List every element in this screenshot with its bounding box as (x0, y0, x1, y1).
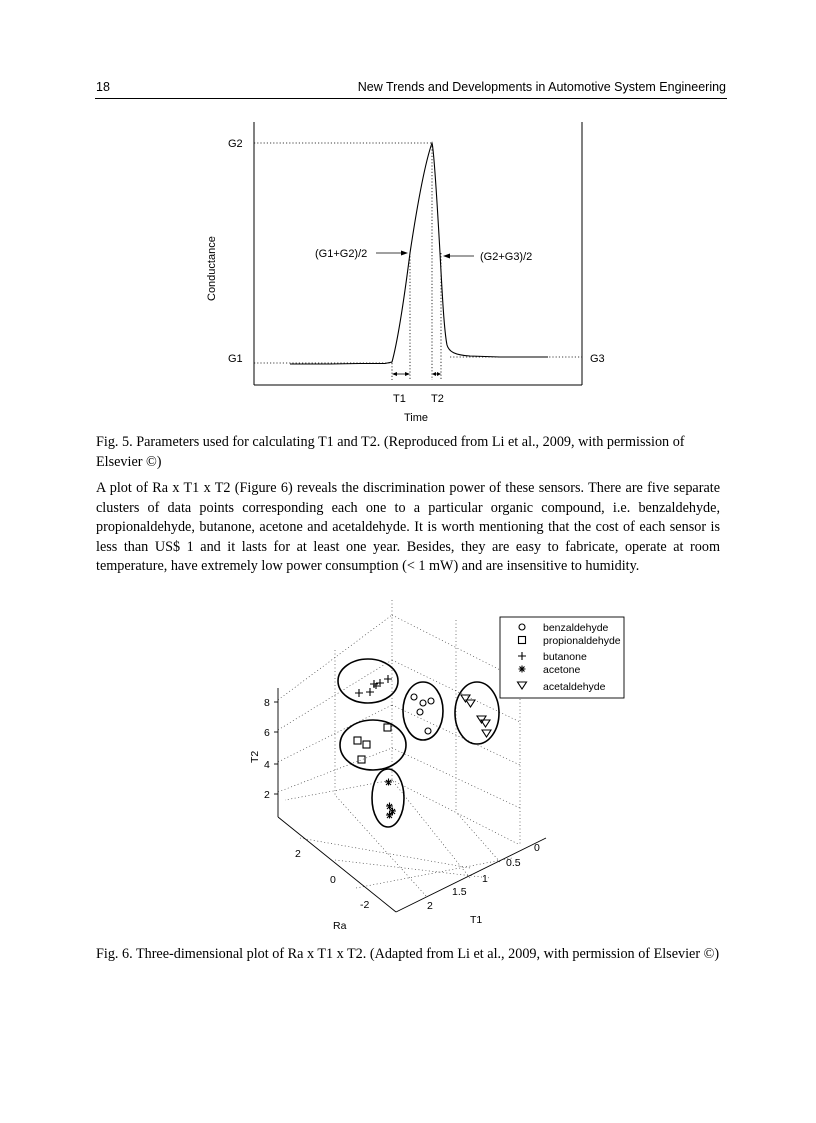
f6-legend-propionaldehyde: propionaldehyde (543, 635, 621, 647)
f6-legend-benzaldehyde: benzaldehyde (543, 622, 609, 634)
f6-t1-tick: 2 (427, 900, 433, 912)
f5-label-g3: G3 (590, 353, 605, 365)
f6-point-benzaldehyde (425, 728, 431, 734)
f6-point-butanone (366, 688, 374, 696)
f5-xlabel: Time (404, 412, 429, 424)
f6-grid-line (456, 812, 500, 862)
f6-ra-label: Ra (333, 920, 347, 932)
f5-anno-right: (G2+G3)/2 (480, 251, 533, 263)
f6-point-propionaldehyde (358, 756, 365, 763)
f6-grid-line (335, 795, 426, 896)
f6-grid-line (300, 838, 470, 868)
f6-t2-tick: 4 (264, 759, 270, 771)
f6-grid-line (392, 780, 520, 845)
f6-point-propionaldehyde (384, 724, 391, 731)
page-number: 18 (96, 80, 110, 94)
body-paragraph: A plot of Ra x T1 x T2 (Figure 6) reveals the discrimination power of these sensors. There are five separate clusters of data points corresponding each one to a particular organic compound, i.e. benzaldehyde, propionaldehyde, butanone, acetone and acetaldehyde. It is worth mentioning that the cost of each sensor is less than US$ 1 and it lasts for at least one year. Besides, they are easy to fabricate, operate at room temperature, have extremely low power consumption (< 1 mW) and are insensitive to humidity. (96, 480, 720, 574)
f6-t2-tick: 6 (264, 727, 270, 739)
f6-t1-tick: 0 (534, 842, 540, 854)
f6-point-butanone (355, 689, 363, 697)
figure-6-caption: Fig. 6. Three-dimensional plot of Ra x T1 x T2. (Adapted from Li et al., 2009, with permission of Elsevier ©) (96, 946, 720, 962)
f5-label-t2: T2 (431, 393, 444, 405)
f6-cluster-propionaldehyde (340, 720, 406, 770)
f5-label-g2: G2 (228, 138, 243, 150)
f6-t1-axis (396, 838, 546, 912)
f6-t2-tick: 2 (264, 789, 270, 801)
f5-label-t1: T1 (393, 393, 406, 405)
f6-t2-tick: 8 (264, 697, 270, 709)
f6-cluster-butanone (338, 659, 398, 703)
f6-grid-line (335, 860, 490, 878)
f6-legend-acetone: acetone (543, 664, 581, 676)
running-title: New Trends and Developments in Automotive System Engineering (357, 80, 726, 94)
f6-t1-label: T1 (470, 914, 483, 926)
f5-anno-left: (G1+G2)/2 (315, 248, 368, 260)
f6-point-benzaldehyde (417, 709, 423, 715)
f6-point-propionaldehyde (354, 737, 361, 744)
f6-t1-tick: 1.5 (452, 886, 467, 898)
f6-legend-acetaldehyde: acetaldehyde (543, 681, 606, 693)
f6-point-acetaldehyde (466, 700, 475, 707)
f6-grid-line (356, 858, 512, 888)
f6-cluster-acetone (372, 769, 404, 827)
f6-point-propionaldehyde (363, 741, 370, 748)
f6-point-acetaldehyde (482, 730, 491, 737)
f5-ylabel: Conductance (206, 236, 218, 301)
f6-legend-marker-star (519, 666, 526, 673)
figure-5-caption: Fig. 5. Parameters used for calculating T1 and T2. (Reproduced from Li et al., 2009, with permission of Elsevier ©) (96, 434, 685, 470)
f5-label-g1: G1 (228, 353, 243, 365)
f6-point-benzaldehyde (420, 700, 426, 706)
f6-point-butanone (370, 680, 378, 688)
f6-point-acetone (385, 779, 392, 786)
f6-point-butanone (384, 675, 392, 683)
f6-point-benzaldehyde (411, 694, 417, 700)
f6-cluster-acetaldehyde (455, 682, 499, 744)
f6-t1-tick: 1 (482, 873, 488, 885)
f6-legend-butanone: butanone (543, 651, 587, 663)
f6-t1-tick: 0.5 (506, 857, 521, 869)
f6-ra-tick: -2 (360, 899, 370, 911)
f6-t2-label: T2 (249, 750, 261, 763)
f6-ra-tick: 0 (330, 874, 336, 886)
f6-ra-axis (278, 817, 396, 912)
f6-point-benzaldehyde (428, 698, 434, 704)
f6-point-acetaldehyde (461, 695, 470, 702)
f6-ra-tick: 2 (295, 848, 301, 860)
